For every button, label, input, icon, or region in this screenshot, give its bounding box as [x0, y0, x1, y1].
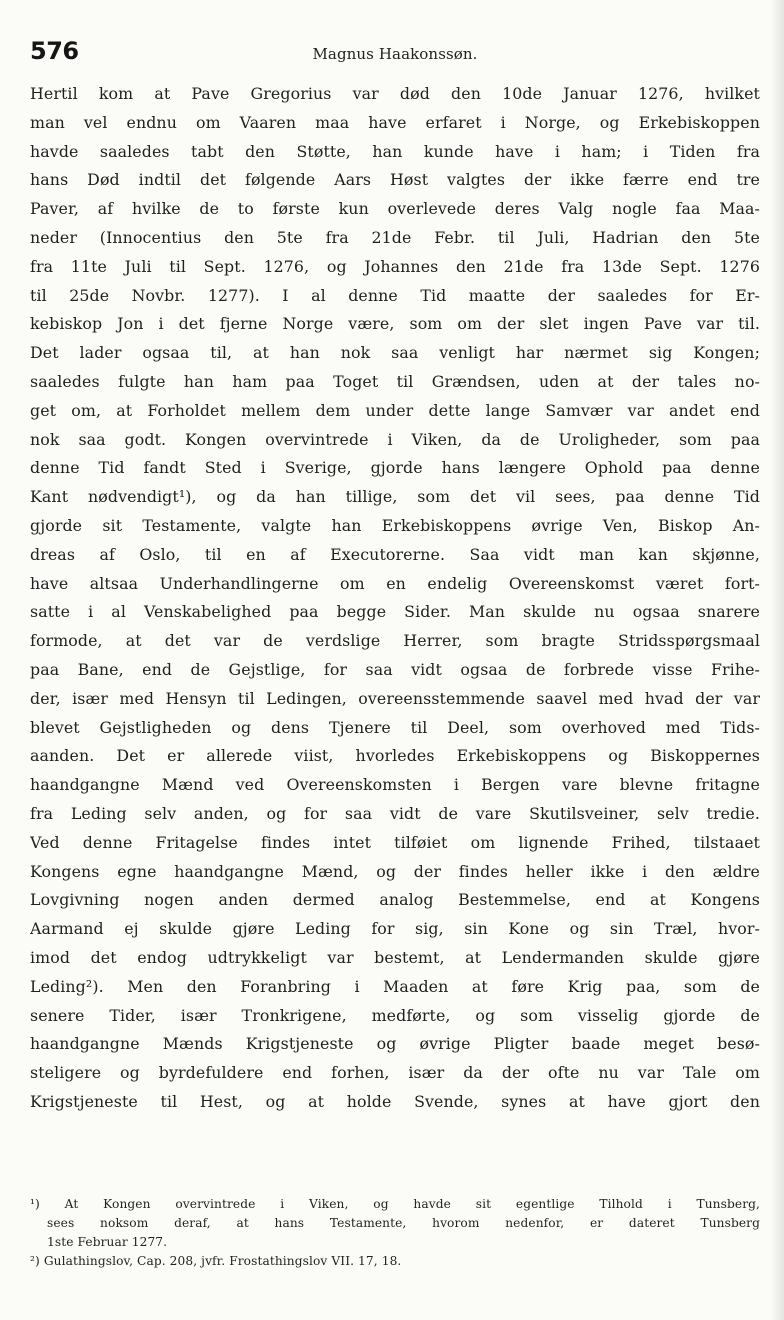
text-line: saaledes fulgte han ham paa Toget til Grændsen, uden at der tales no-	[30, 371, 760, 391]
text-line: senere Tider, især Tronkrigene, medførte, og som visselig gjorde de	[30, 1005, 760, 1025]
text-line: Det lader ogsaa til, at han nok saa venligt har nærmet sig Kongen;	[30, 343, 760, 363]
text-line: der, især med Hensyn til Ledingen, overeensstemmende saavel med hvad der var	[30, 688, 760, 708]
text-line: haandgangne Mænds Krigstjeneste og øvrige Pligter baade meget besø-	[30, 1034, 760, 1054]
text-line: Aarmand ej skulde gjøre Leding for sig, sin Kone og sin Træl, hvor-	[30, 919, 760, 939]
text-line: paa Bane, end de Gejstlige, for saa vidt ogsaa de forbrede visse Frihe-	[30, 659, 760, 679]
page-edge-shadow	[770, 0, 784, 1320]
text-line: satte i al Venskabelighed paa begge Sider. Man skulde nu ogsaa snarere	[30, 602, 760, 622]
footnote-1-line: 1ste Februar 1277.	[47, 1235, 168, 1249]
text-line: Lovgivning nogen anden dermed analog Bestemmelse, end at Kongens	[30, 890, 760, 910]
text-line: kebiskop Jon i det fjerne Norge være, som om der slet ingen Pave var til.	[30, 314, 760, 334]
text-line: formode, at det var de verdslige Herrer, som bragte Stridsspørgsmaal	[30, 631, 760, 651]
footnote-2-line: ²) Gulathingslov, Cap. 208, jvfr. Frostathingslov VII. 17, 18.	[30, 1254, 402, 1268]
text-line: Kant nødvendigt¹), og da han tillige, som det vil sees, paa denne Tid	[30, 487, 760, 507]
text-line: denne Tid fandt Sted i Sverige, gjorde hans længere Ophold paa denne	[30, 458, 760, 478]
text-line: havde saaledes tabt den Støtte, han kunde have i ham; i Tiden fra	[30, 141, 760, 161]
text-line: Krigstjeneste til Hest, og at holde Svende, synes at have gjort den	[30, 1091, 760, 1111]
text-line: nok saa godt. Kongen overvintrede i Viken, da de Uroligheder, som paa	[30, 429, 760, 449]
text-line: hans Død indtil det følgende Aars Høst valgtes der ikke færre end tre	[30, 170, 760, 190]
text-line: fra 11te Juli til Sept. 1276, og Johannes den 21de fra 13de Sept. 1276	[30, 256, 760, 276]
text-line: Kongens egne haandgangne Mænd, og der findes heller ikke i den ældre	[30, 861, 760, 881]
text-line: get om, at Forholdet mellem dem under dette lange Samvær var andet end	[30, 400, 760, 420]
text-line: aanden. Det er allerede viist, hvorledes Erkebiskoppens og Biskoppernes	[30, 746, 760, 766]
text-line: imod det endog udtrykkeligt var bestemt, at Lendermanden skulde gjøre	[30, 947, 760, 967]
text-line: blevet Gejstligheden og dens Tjenere til Deel, som overhoved med Tids-	[30, 717, 760, 737]
text-line: til 25de Novbr. 1277). I al denne Tid maatte der saaledes for Er-	[30, 285, 760, 305]
text-line: gjorde sit Testamente, valgte han Erkebiskoppens øvrige Ven, Biskop An-	[30, 515, 760, 535]
footnote-1-line: sees noksom deraf, at hans Testamente, hvorom nedenfor, er dateret Tunsberg	[47, 1216, 760, 1230]
text-line: fra Leding selv anden, og for saa vidt de vare Skutilsveiner, selv tredie.	[30, 803, 760, 823]
page-header	[30, 37, 760, 71]
text-line: Hertil kom at Pave Gregorius var død den 10de Januar 1276, hvilket	[30, 84, 760, 103]
text-line: Leding²). Men den Foranbring i Maaden at føre Krig paa, som de	[30, 976, 760, 996]
page-number: 576	[30, 37, 79, 65]
text-line: have altsaa Underhandlingerne om en endelig Overeenskomst været fort-	[30, 573, 760, 593]
footnotes-block	[30, 1195, 760, 1271]
text-line: man vel endnu om Vaaren maa have erfaret i Norge, og Erkebiskoppen	[30, 112, 760, 132]
text-line: haandgangne Mænd ved Overeenskomsten i Bergen vare blevne fritagne	[30, 775, 760, 795]
footnote-1-line: ¹) At Kongen overvintrede i Viken, og havde sit egentlige Tilhold i Tunsberg,	[30, 1197, 760, 1211]
main-text-block	[30, 80, 760, 1117]
text-line: steligere og byrdefuldere end forhen, især da der ofte nu var Tale om	[30, 1063, 760, 1083]
text-line: dreas af Oslo, til en af Executorerne. Saa vidt man kan skjønne,	[30, 544, 760, 564]
text-line: Ved denne Fritagelse findes intet tilføiet om lignende Frihed, tilstaaet	[30, 832, 760, 852]
text-line: neder (Innocentius den 5te fra 21de Febr. til Juli, Hadrian den 5te	[30, 227, 760, 247]
running-head: Magnus Haakonssøn.	[312, 45, 478, 63]
text-line: Paver, af hvilke de to første kun overlevede deres Valg nogle faa Maa-	[30, 199, 760, 219]
